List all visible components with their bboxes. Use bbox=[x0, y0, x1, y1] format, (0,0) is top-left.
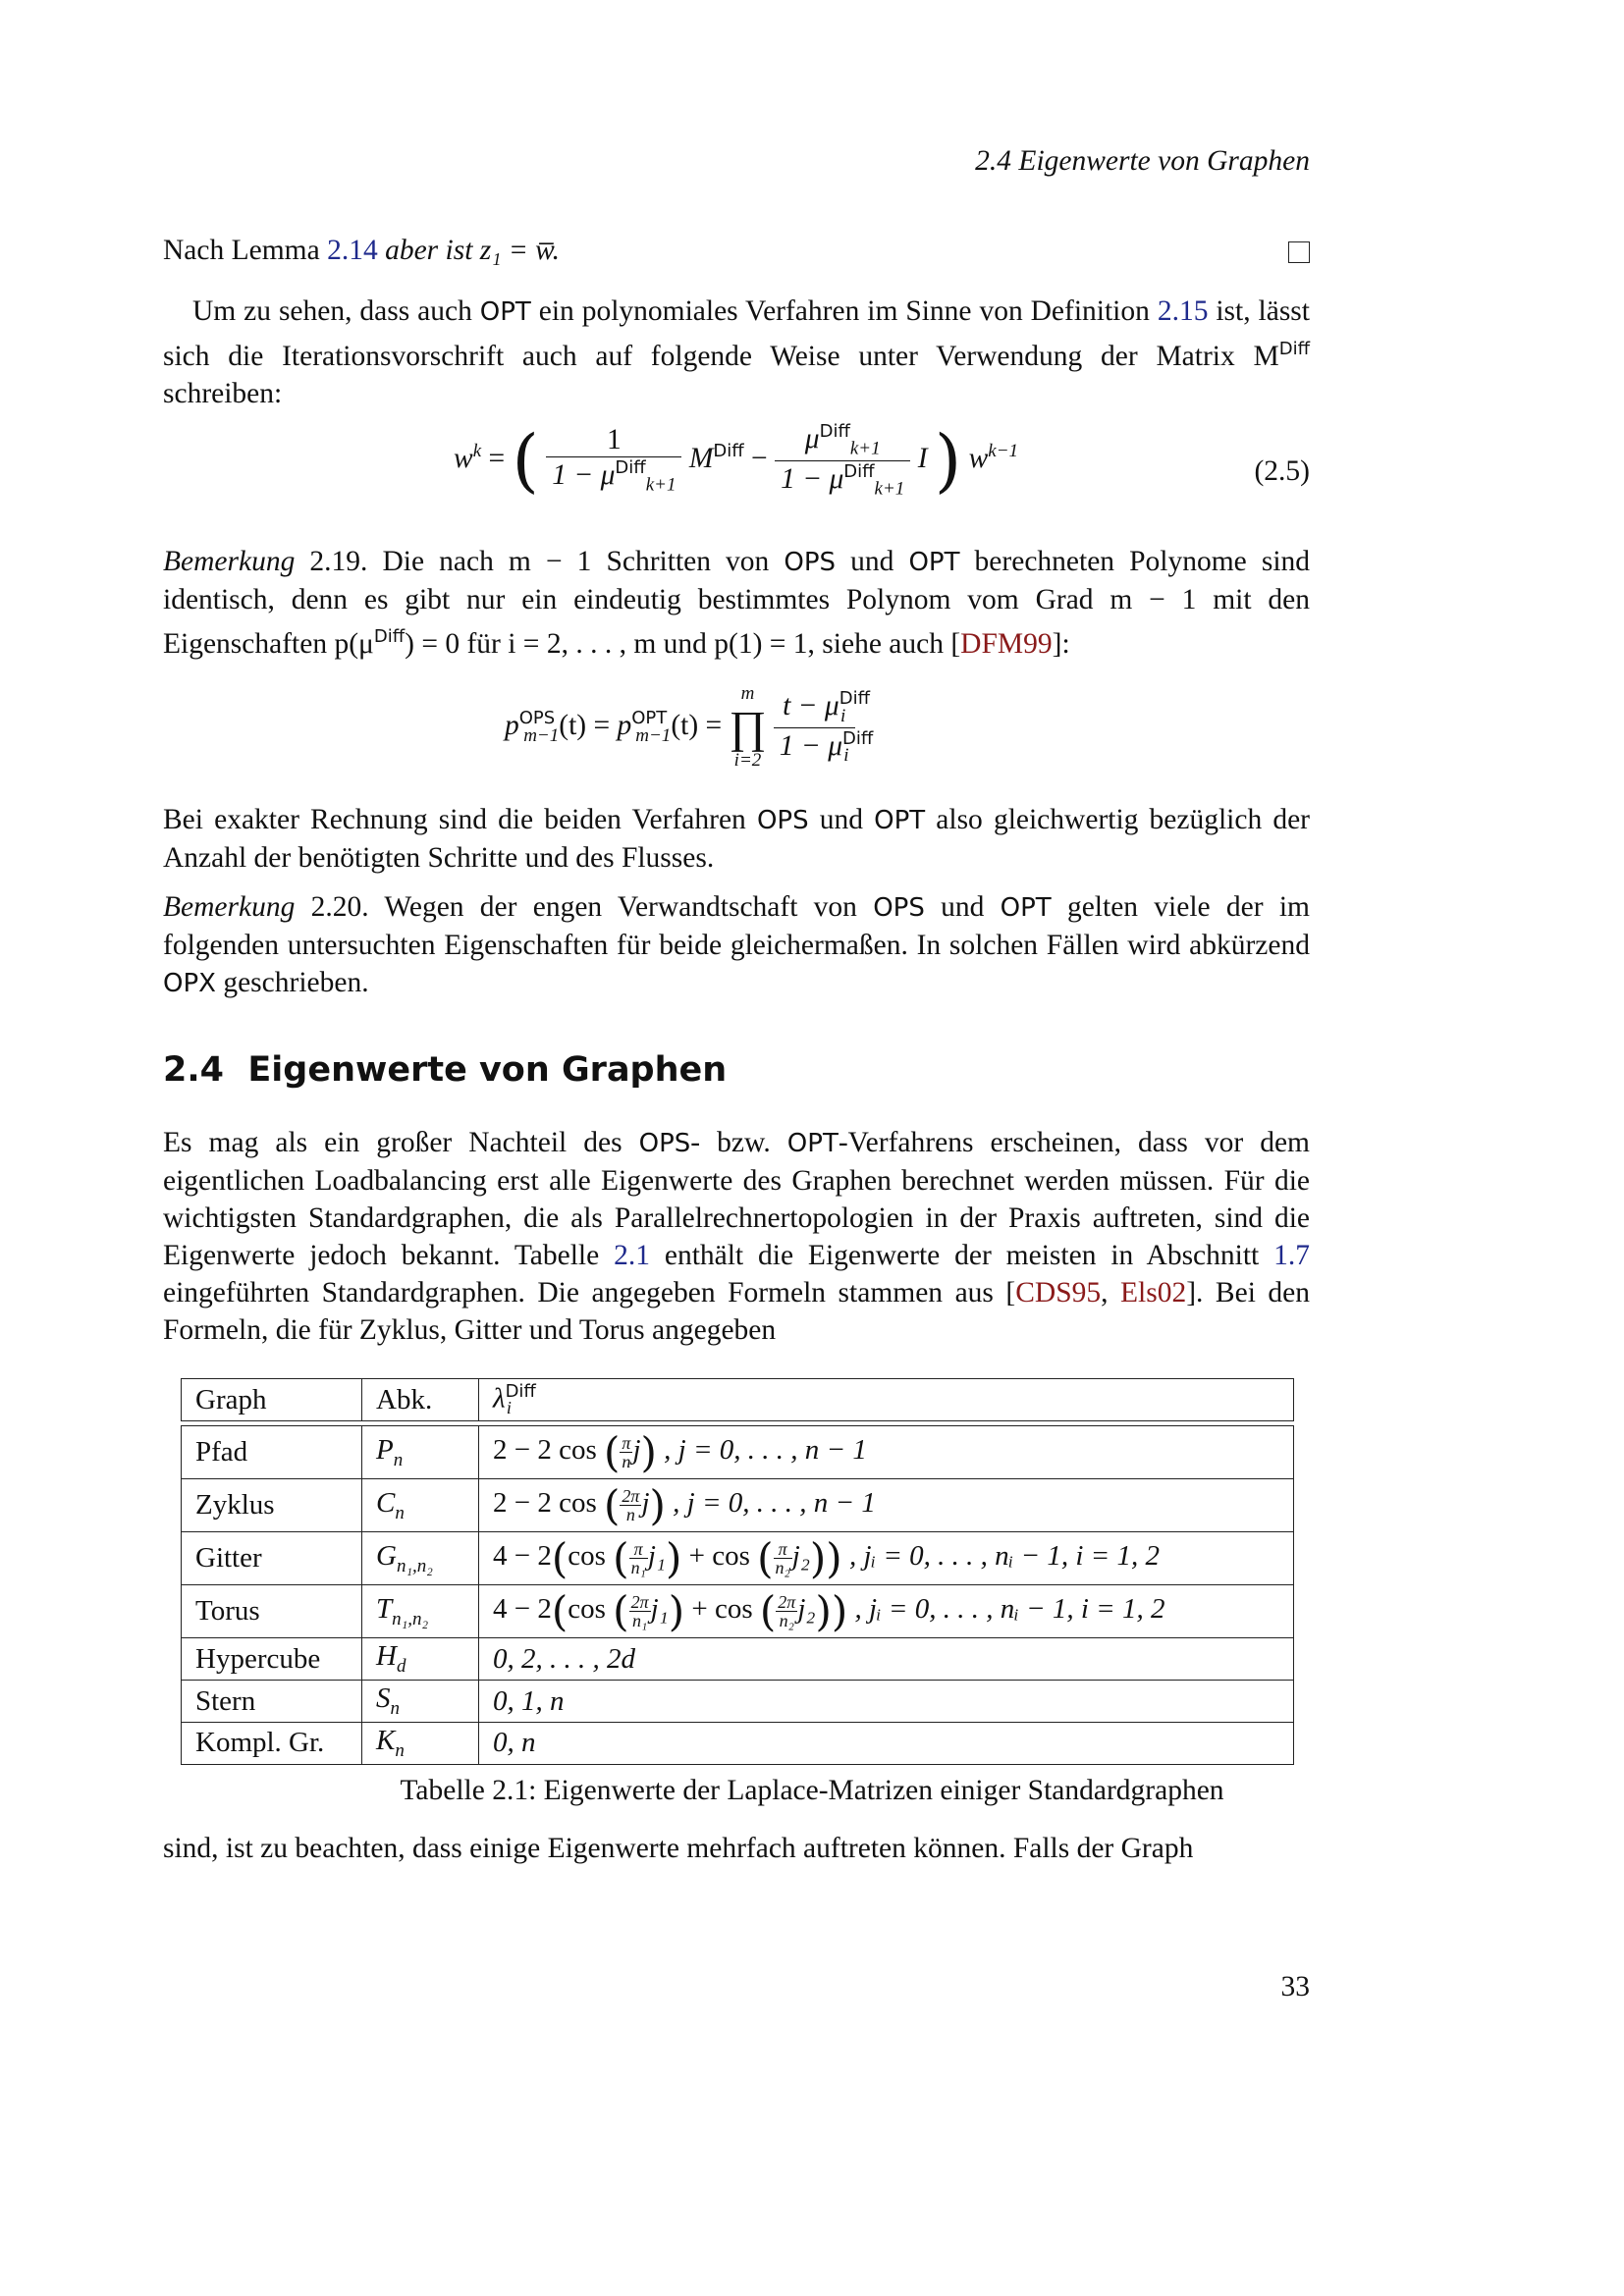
ops-term: OPS bbox=[638, 1129, 691, 1158]
section-title-text: Eigenwerte von Graphen bbox=[247, 1050, 728, 1090]
text: - bzw. bbox=[690, 1127, 787, 1158]
cell-abbr bbox=[362, 1723, 479, 1765]
product-operator bbox=[730, 683, 767, 772]
table-caption: Tabelle 2.1: Eigenwerte der Laplace-Matrizen einiger Standardgraphen bbox=[400, 1775, 1224, 1806]
cell-graph: Kompl. Gr. bbox=[182, 1723, 362, 1765]
eq-mu: μ bbox=[804, 422, 820, 454]
cell-formula: 4 − 2(cos ( $\frac{2\pi}{\text{n₁}}$ j₁) + cos ( $\frac{2\pi}{\text{n₂}}$ j₂)) , jᵢ = 0, . . . , nᵢ − 1, i = 1, 2 bbox=[479, 1585, 1294, 1638]
table-row bbox=[182, 1585, 1294, 1638]
formula: 4 − 2 bbox=[493, 1593, 552, 1626]
text: Es mag als ein großer Nachteil des bbox=[163, 1127, 639, 1158]
prod-top: m bbox=[740, 683, 755, 704]
abbr-sub: d bbox=[396, 1656, 406, 1678]
eq-p: p bbox=[505, 709, 519, 741]
cell-abbr bbox=[362, 1532, 479, 1585]
lambda-sub: i bbox=[506, 1398, 512, 1418]
diff-sup: Diff bbox=[615, 457, 646, 479]
eq-w: w bbox=[968, 442, 989, 474]
remark-2-20 bbox=[163, 888, 1310, 1002]
cell-graph: Gitter bbox=[182, 1532, 362, 1585]
eq-equals: = bbox=[593, 709, 611, 741]
abbr-sub: n bbox=[395, 1739, 405, 1761]
diff-sup: Diff bbox=[842, 727, 874, 749]
eq-identity: I bbox=[917, 442, 928, 474]
text: gelten viele der im folgenden untersuchten Eigenschaften für beide gleichermaßen. In solchen Fällen wird abkürzend bbox=[163, 891, 1310, 961]
plus-cos: + cos bbox=[688, 1540, 750, 1573]
abbr-sub: n bbox=[393, 1449, 404, 1470]
cell-abbr bbox=[362, 1426, 479, 1479]
ops-term: OPS bbox=[784, 548, 837, 577]
text: ]. Bei den Formeln, die für Zyklus, Gitter und Torus angegeben bbox=[163, 1277, 1310, 1346]
eq-sub: k+1 bbox=[874, 478, 905, 500]
formula-tail: , j = 0, . . . , n − 1 bbox=[664, 1434, 867, 1467]
frac-den: n₁ bbox=[631, 1611, 648, 1631]
text: und bbox=[924, 891, 1001, 923]
section-heading bbox=[163, 1050, 727, 1090]
header-abbr: Abk. bbox=[362, 1379, 479, 1421]
cell-graph: Stern bbox=[182, 1681, 362, 1723]
opt-term: OPT bbox=[874, 806, 926, 835]
table-header-row bbox=[182, 1379, 1294, 1421]
var-j: j bbox=[632, 1434, 641, 1467]
eq-p: p bbox=[617, 709, 632, 741]
prod-bottom: i=2 bbox=[733, 750, 762, 771]
eq-frac-1 bbox=[546, 424, 681, 497]
frac-den: n₂ bbox=[775, 1558, 790, 1578]
eq-frac1-den: 1 − μ bbox=[552, 458, 616, 491]
product-equation bbox=[163, 683, 1310, 781]
eq-t: (t) bbox=[671, 709, 699, 741]
section-number: 2.4 bbox=[163, 1050, 225, 1090]
citation-els02-link[interactable]: Els02 bbox=[1120, 1277, 1187, 1308]
cell-graph: Zyklus bbox=[182, 1479, 362, 1532]
cell-formula: 0, 2, . . . , 2d bbox=[479, 1638, 1294, 1681]
header-lambda bbox=[479, 1379, 1294, 1421]
eq-frac-2 bbox=[775, 421, 910, 500]
opx-term: OPX bbox=[163, 969, 216, 998]
abbr-sub: n bbox=[390, 1698, 400, 1720]
eigenvalue-table bbox=[181, 1378, 1294, 1765]
text: also gleichwertig bezüglich der Anzahl der benötigten Schritte und des Flusses. bbox=[163, 804, 1311, 874]
opt-term: OPT bbox=[1000, 893, 1052, 923]
header-graph: Graph bbox=[182, 1379, 362, 1421]
text: ]: bbox=[1052, 627, 1070, 660]
frac-den: n bbox=[625, 1505, 635, 1525]
cell-abbr bbox=[362, 1479, 479, 1532]
eq-sub: m−1 bbox=[523, 724, 560, 746]
text: , bbox=[1101, 1277, 1121, 1308]
ops-term: OPS bbox=[756, 806, 809, 835]
formula: 2 − 2 cos bbox=[493, 1434, 597, 1467]
citation-dfm99-link[interactable]: DFM99 bbox=[960, 627, 1053, 660]
var-j1: j₁ bbox=[650, 1593, 669, 1626]
cell-abbr bbox=[362, 1638, 479, 1681]
var-j1: j₁ bbox=[647, 1540, 666, 1573]
frac-den: n bbox=[622, 1452, 631, 1472]
table-row bbox=[182, 1723, 1294, 1765]
formula-tail: , jᵢ = 0, . . . , nᵢ − 1, i = 1, 2 bbox=[848, 1540, 1160, 1573]
running-head: 2.4 Eigenwerte von Graphen bbox=[975, 145, 1310, 177]
equation-number: (2.5) bbox=[1254, 455, 1310, 487]
eq-frac1-num: 1 bbox=[546, 424, 681, 457]
opt-term: OPT bbox=[786, 1129, 839, 1158]
frac-num: π bbox=[774, 1540, 792, 1559]
paragraph-eigenvalues-intro bbox=[163, 1124, 1310, 1349]
table-row bbox=[182, 1638, 1294, 1681]
eq-equals: = bbox=[488, 442, 506, 474]
opt-term: OPT bbox=[479, 297, 531, 327]
text: schreiben: bbox=[163, 377, 283, 409]
paragraph-equivalence bbox=[163, 801, 1310, 877]
remark-label: Bemerkung bbox=[163, 546, 296, 577]
frac-num: π bbox=[629, 1540, 648, 1559]
lemma-ref-link[interactable]: 2.14 bbox=[327, 235, 378, 266]
plus-cos: + cos bbox=[691, 1593, 753, 1626]
eq-matrix-m: M bbox=[688, 442, 714, 474]
diff-sup: Diff bbox=[839, 687, 870, 709]
cell-graph: Torus bbox=[182, 1585, 362, 1638]
ops-term: OPS bbox=[873, 893, 925, 923]
var-j2: j₂ bbox=[791, 1540, 810, 1573]
abbr-letter: S bbox=[376, 1682, 391, 1715]
frac-num: 2π bbox=[778, 1592, 796, 1613]
text: Nach Lemma bbox=[163, 235, 328, 266]
cos: cos bbox=[568, 1540, 606, 1573]
formula-tail: , jᵢ = 0, . . . , nᵢ − 1, i = 1, 2 bbox=[854, 1593, 1165, 1626]
paragraph-opt-polynomial bbox=[163, 293, 1310, 412]
eq-lhs: w bbox=[454, 442, 473, 474]
lambda: λ bbox=[493, 1382, 506, 1415]
table-row bbox=[182, 1426, 1294, 1479]
citation-cds95-link[interactable]: CDS95 bbox=[1015, 1277, 1102, 1308]
abbr-letter: C bbox=[376, 1487, 396, 1520]
remark-number: 2.19. bbox=[295, 546, 368, 577]
eq-sub: k+1 bbox=[645, 474, 677, 496]
text: enthält die Eigenwerte der meisten in Abschnitt bbox=[649, 1240, 1274, 1271]
cell-formula: 2 − 2 cos ( $\frac{2\pi}{n}$ j) , j = 0, . . . , n − 1 bbox=[479, 1479, 1294, 1532]
remark-2-19 bbox=[163, 543, 1310, 663]
diff-sup: Diff bbox=[505, 1381, 536, 1402]
text: ein polynomiales Verfahren im Sinne von Definition bbox=[530, 295, 1158, 327]
text: eingeführten Standardgraphen. Die angegeben Formeln stammen aus [ bbox=[163, 1277, 1016, 1308]
formula-tail: , j = 0, . . . , n − 1 bbox=[673, 1487, 876, 1520]
table-row bbox=[182, 1479, 1294, 1532]
formula: 4 − 2 bbox=[493, 1540, 552, 1573]
text: und bbox=[836, 546, 909, 577]
abbr-letter: H bbox=[376, 1640, 397, 1673]
table-row bbox=[182, 1532, 1294, 1585]
eq-t: (t) bbox=[559, 709, 587, 741]
eq-frac2-den: 1 − μ bbox=[781, 462, 844, 495]
math-text: aber ist z₁ = w̅. bbox=[377, 235, 561, 266]
var-j2: j₂ bbox=[797, 1593, 816, 1626]
text: und bbox=[808, 804, 875, 835]
table-row bbox=[182, 1681, 1294, 1723]
abbr-sub: n₁,n₂ bbox=[392, 1608, 429, 1629]
prod-symbol: ∏ bbox=[729, 702, 767, 752]
abbr-letter: K bbox=[376, 1725, 396, 1757]
eq-sub: k+1 bbox=[849, 438, 881, 459]
cell-abbr bbox=[362, 1681, 479, 1723]
diff-sup: Diff bbox=[843, 460, 875, 482]
eq-w-sup: k−1 bbox=[988, 440, 1019, 461]
equation-2-5: $w^k$ = ( $\frac{1}{1 - \mu^{Diff}_{k+1}}$ $M^{Diff}$ − $\frac{\mu^{Diff}_{k+1}}{1 - \mu^{Diff}_{k+1}}$ I ) $w^{k-1}$ (2.5) bbox=[454, 420, 1310, 501]
table-ref-link[interactable]: 2.1 bbox=[614, 1240, 650, 1271]
cell-abbr bbox=[362, 1585, 479, 1638]
text: berechneten Polynome sind identisch, denn es gibt nur ein eindeutig bestimmtes Polynom vom Grad m − 1 mit den Eigenschaften p(μ bbox=[163, 546, 1311, 660]
cell-formula: 0, 1, n bbox=[479, 1681, 1294, 1723]
frac-num: 2π bbox=[630, 1592, 649, 1613]
text: -Verfahrens erscheinen, dass vor dem eigentlichen Loadbalancing erst alle Eigenwerte des Graphen berechnet werden müssen. Für die wichtigsten Standardgraphen, die als Parallelrechnertopologien in der Praxis auftreten, sind die Eigenwerte jedoch bekannt. Tabelle bbox=[163, 1127, 1310, 1271]
frac-den: n₁ bbox=[630, 1558, 646, 1578]
prod-den: 1 − μ bbox=[779, 729, 843, 762]
qed-box-icon bbox=[1288, 241, 1310, 263]
abbr-letter: G bbox=[376, 1540, 397, 1573]
text: ist, lässt sich die Iterationsvorschrift auch auf folgende Weise unter Verwendung der Matrix M bbox=[163, 295, 1310, 372]
diff-sup: Diff bbox=[713, 440, 744, 461]
eq-sub: i bbox=[840, 705, 846, 726]
abbr-letter: P bbox=[376, 1434, 394, 1467]
cell-formula: 2 − 2 cos ( $\frac{\pi}{n}$ j) , j = 0, . . . , n − 1 bbox=[479, 1426, 1294, 1479]
text: Um zu sehen, dass auch bbox=[192, 295, 480, 327]
prod-frac bbox=[774, 687, 874, 767]
eq-sub: i bbox=[843, 745, 849, 767]
abbr-letter: T bbox=[376, 1593, 393, 1626]
frac-num: 2π bbox=[622, 1486, 640, 1507]
var-j: j bbox=[641, 1487, 650, 1520]
eq-minus: − bbox=[751, 442, 768, 474]
text: ) = 0 für i = 2, . . . , m und p(1) = 1, siehe auch [ bbox=[405, 627, 961, 660]
text: Bei exakter Rechnung sind die beiden Verfahren bbox=[163, 804, 757, 835]
diff-superscript: Diff bbox=[373, 626, 406, 647]
remark-label: Bemerkung bbox=[163, 891, 296, 923]
prod-num: t − μ bbox=[783, 689, 839, 721]
eq-sub: m−1 bbox=[635, 724, 672, 746]
abbr-sub: n₁,n₂ bbox=[396, 1555, 433, 1576]
cell-formula: 0, n bbox=[479, 1723, 1294, 1765]
cos: cos bbox=[568, 1593, 606, 1626]
eq-lhs-sup: k bbox=[472, 440, 482, 461]
formula: 2 − 2 cos bbox=[493, 1487, 597, 1520]
section-ref-link[interactable]: 1.7 bbox=[1273, 1240, 1310, 1271]
frac-num: π bbox=[622, 1433, 631, 1454]
frac-den: n₂ bbox=[779, 1611, 794, 1631]
text: Wegen der engen Verwandtschaft von bbox=[368, 891, 874, 923]
paragraph-multiplicity: sind, ist zu beachten, dass einige Eigenwerte mehrfach auftreten können. Falls der Graph bbox=[163, 1833, 1194, 1864]
cell-formula: 4 − 2(cos ( $\frac{\pi}{\text{n₁}}$ j₁) + cos ( $\frac{\pi}{\text{n₂}}$ j₂)) , jᵢ = 0, . . . , nᵢ − 1, i = 1, 2 bbox=[479, 1532, 1294, 1585]
diff-superscript: Diff bbox=[1278, 339, 1310, 359]
text: geschrieben. bbox=[215, 967, 369, 998]
opt-sup: OPT bbox=[631, 707, 668, 728]
diff-sup: Diff bbox=[819, 420, 850, 442]
eq-equals: = bbox=[705, 709, 723, 741]
cell-graph: Hypercube bbox=[182, 1638, 362, 1681]
paragraph-lemma-conclusion bbox=[163, 232, 1310, 269]
abbr-sub: n bbox=[395, 1502, 405, 1523]
remark-number: 2.20. bbox=[295, 891, 369, 923]
page-number: 33 bbox=[1280, 1971, 1310, 2002]
text: Die nach m − 1 Schritten von bbox=[367, 546, 785, 577]
opt-term: OPT bbox=[908, 548, 960, 577]
ops-sup: OPS bbox=[518, 707, 556, 728]
cell-graph: Pfad bbox=[182, 1426, 362, 1479]
definition-ref-link[interactable]: 2.15 bbox=[1157, 295, 1209, 327]
